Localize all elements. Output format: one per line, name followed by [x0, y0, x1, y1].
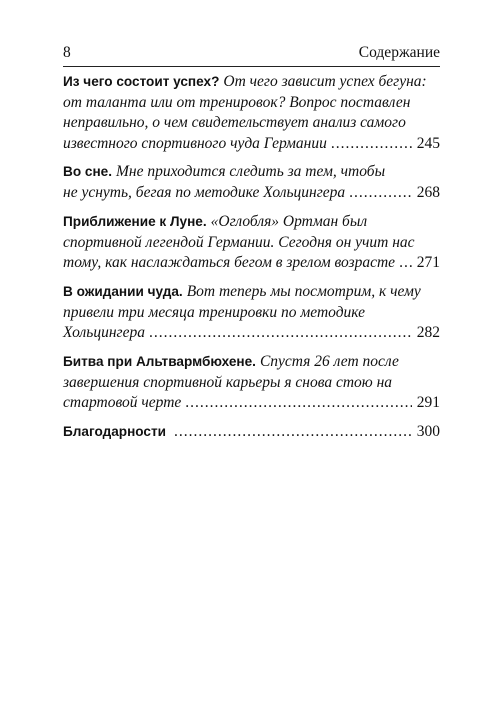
- toc-entry: [63, 282, 440, 344]
- entry-title: Из чего состоит успех?: [63, 74, 220, 89]
- entry-description: привели три месяца тренировки по методике: [63, 303, 366, 321]
- entry-description: не уснуть, бегая по методике Хольцингера: [63, 183, 346, 201]
- entry-description: от таланта или от тренировок? Вопрос поставлен: [63, 93, 411, 111]
- toc-line: [63, 134, 440, 155]
- dot-leader: [149, 323, 412, 344]
- entry-page-number: 245: [416, 134, 440, 152]
- toc-line: [63, 162, 440, 183]
- entry-page-number: 282: [416, 324, 440, 341]
- entry-description: спортивной легендой Германии. Сегодня он учит нас: [63, 233, 415, 251]
- dot-leader: [331, 134, 412, 155]
- running-header: [63, 44, 440, 67]
- entry-page-number: 300: [416, 423, 440, 440]
- entry-description: неправильно, о чем свидетельствует анализ самого: [63, 114, 406, 131]
- entry-description: Вот теперь мы посмотрим, к чему: [186, 283, 421, 300]
- toc-entry: [63, 162, 440, 203]
- toc-line: [63, 212, 440, 233]
- entry-description: тому, как наслаждаться бегом в зрелом возрасте: [63, 254, 396, 271]
- toc-line: [63, 373, 440, 394]
- toc-line: [63, 72, 440, 93]
- entry-title: В ожидании чуда.: [63, 284, 183, 299]
- page-number: 8: [63, 44, 71, 61]
- toc-line: [63, 282, 440, 303]
- entry-description: От чего зависит успех бегуна:: [223, 73, 427, 90]
- toc-line: [63, 233, 440, 254]
- toc-entry: [63, 422, 440, 443]
- entry-page-number: 291: [416, 394, 440, 411]
- toc-entry: [63, 352, 440, 414]
- toc-line: [63, 93, 440, 114]
- entry-title: Благодарности: [63, 424, 166, 439]
- toc-line: [63, 323, 440, 344]
- toc-line: [63, 393, 440, 414]
- dot-leader: [174, 422, 412, 443]
- dot-leader: [399, 253, 412, 274]
- entry-description: Мне приходится следить за тем, чтобы: [116, 163, 386, 180]
- toc-line: [63, 113, 440, 134]
- entry-description: известного спортивного чуда Германии: [63, 134, 327, 152]
- entry-title: Во сне.: [63, 164, 113, 179]
- toc-line: [63, 422, 440, 443]
- toc-entry: [63, 72, 440, 154]
- toc-line: [63, 253, 440, 274]
- entry-description: «Оглобля» Ортман был: [210, 213, 368, 230]
- entry-title: Битва при Альтвармбюхене.: [63, 354, 256, 369]
- entry-description: Хольцингера: [63, 324, 145, 341]
- entry-page-number: 268: [416, 183, 440, 201]
- entry-description: завершения спортивной карьеры я снова стою на: [63, 373, 393, 391]
- dot-leader: [185, 393, 411, 414]
- toc-entry: [63, 212, 440, 274]
- toc-line: [63, 352, 440, 373]
- toc-line: [63, 183, 440, 204]
- entry-description: стартовой черте: [63, 394, 182, 411]
- entry-page-number: 271: [416, 254, 440, 271]
- dot-leader: [349, 183, 412, 204]
- toc-line: [63, 303, 440, 324]
- entry-description: Спустя 26 лет после: [259, 353, 399, 370]
- entry-title: Приближение к Луне.: [63, 214, 207, 229]
- section-title: Содержание: [358, 44, 440, 61]
